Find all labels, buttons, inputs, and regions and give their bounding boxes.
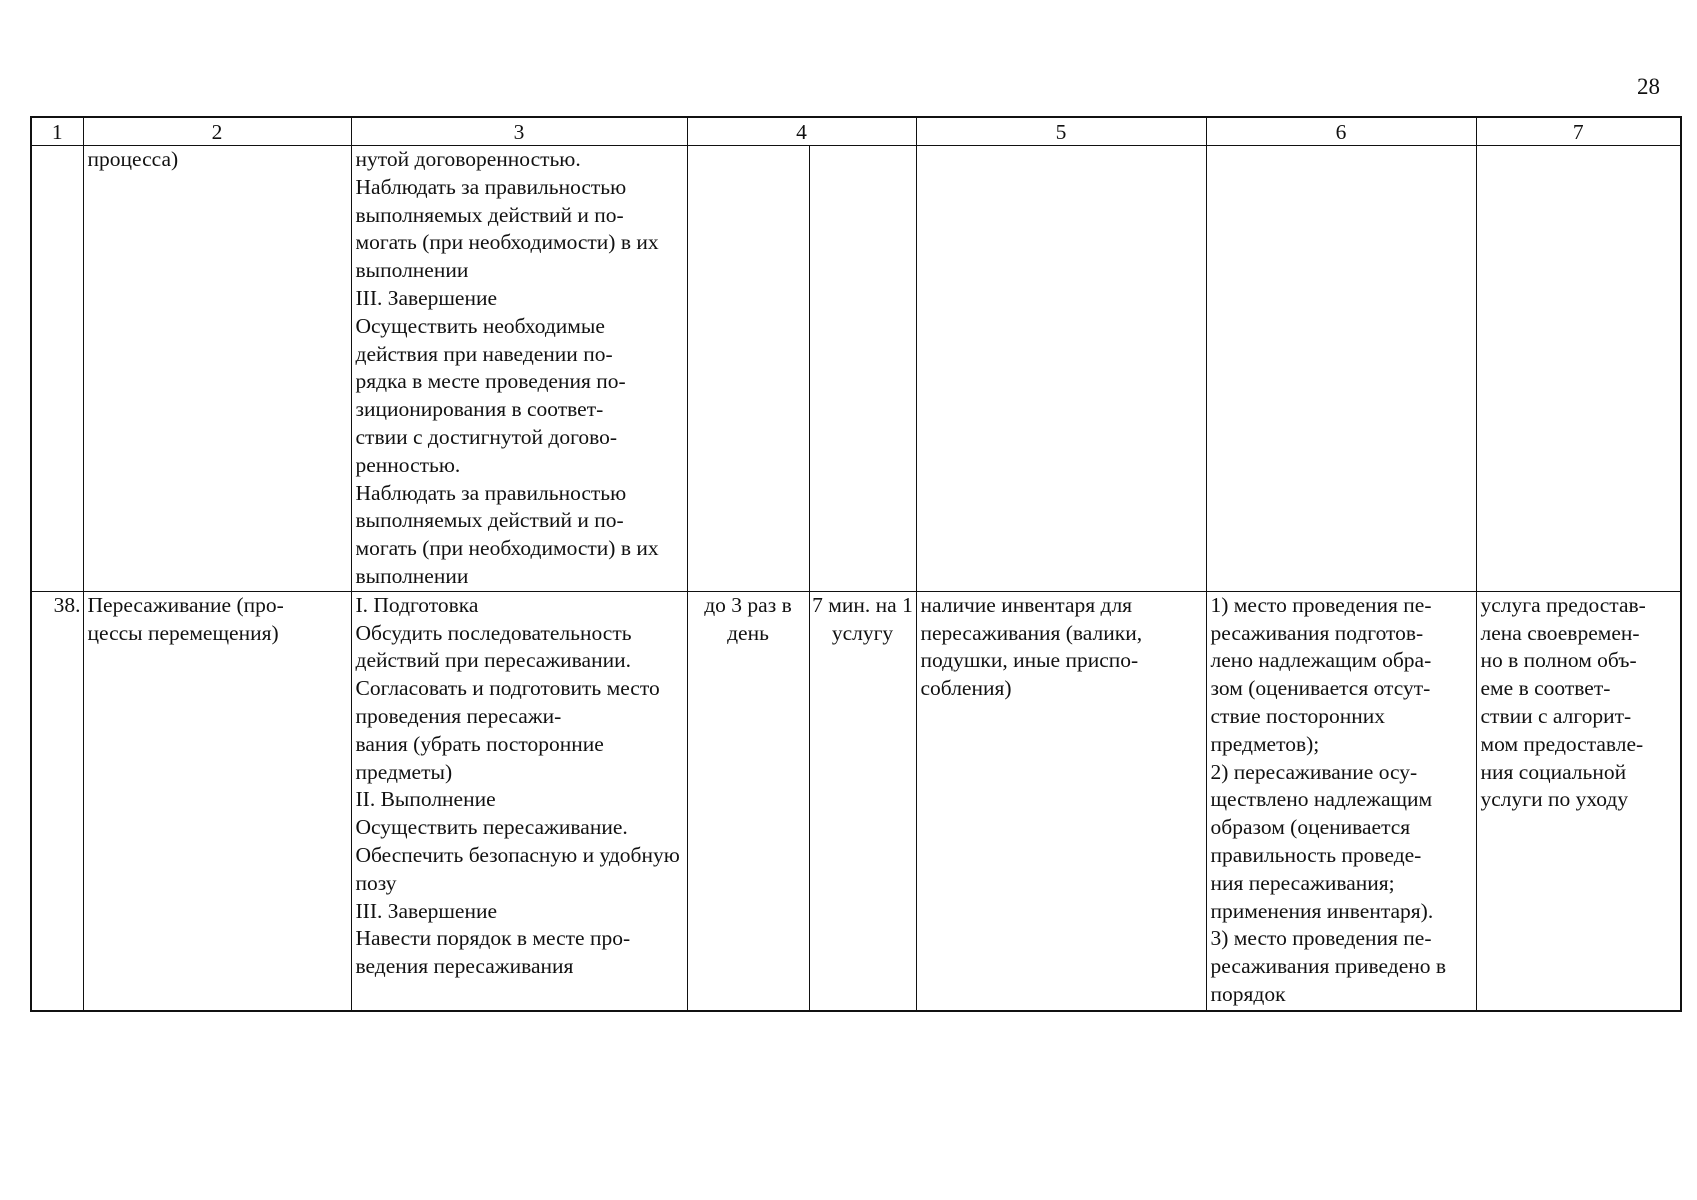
header-col-2: 2: [83, 117, 351, 146]
table-row: [31, 146, 1681, 592]
service-evaluation: [1476, 146, 1681, 592]
service-frequency: до 3 раз в день: [687, 591, 809, 1011]
header-row: [31, 117, 1681, 146]
service-duration: [809, 146, 916, 592]
service-name: процесса): [83, 146, 351, 592]
table-row: [31, 591, 1681, 1011]
service-name: Пересаживание (про- цессы перемещения): [83, 591, 351, 1011]
service-description: нутой договоренностью. Наблюдать за правильностью выполняемых действий и по- могать (при необходимости) в их выполнении III. Завершение Осуществить необходимые действия при наведении по- рядка в месте проведения по- зиционирования в соответ- ствии с достигнутой догово- ренностью. Наблюдать за правильностью выполняемых действий и по- могать (при необходимости) в их выполнении: [351, 146, 687, 592]
header-col-7: 7: [1476, 117, 1681, 146]
header-col-1: 1: [31, 117, 83, 146]
row-number: 38.: [31, 591, 83, 1011]
header-col-3: 3: [351, 117, 687, 146]
service-conditions: [916, 146, 1206, 592]
page-number: 28: [1637, 74, 1660, 99]
header-col-6: 6: [1206, 117, 1476, 146]
service-description: I. Подготовка Обсудить последовательность действий при пересаживании. Согласовать и подготовить место проведения пересажи- вания (убрать посторонние предметы) II. Выполнение Осуществить пересаживание. Обеспечить безопасную и удобную позу III. Завершение Навести порядок в месте про- ведения пересаживания: [351, 591, 687, 1011]
service-frequency: [687, 146, 809, 592]
service-indicators: 1) место проведения пе- ресаживания подготов- лено надлежащим обра- зом (оценивается отсут- ствие посторонних предметов); 2) пересаживание осу- ществлено надлежащим образом (оценивается правильность проведе- ния пересаживания; применения инвентаря). 3) место проведения пе- ресаживания приведено в порядок: [1206, 591, 1476, 1011]
service-duration: 7 мин. на 1 услугу: [809, 591, 916, 1011]
header-col-4: 4: [687, 117, 916, 146]
row-number: [31, 146, 83, 592]
service-conditions: наличие инвентаря для пересаживания (валики, подушки, иные приспо- собления): [916, 591, 1206, 1011]
service-evaluation: услуга предостав- лена своевремен- но в полном объ- еме в соответ- ствии с алгорит- мом предоставле- ния социальной услуги по уходу: [1476, 591, 1681, 1011]
services-table: [30, 116, 1682, 1012]
header-col-5: 5: [916, 117, 1206, 146]
service-indicators: [1206, 146, 1476, 592]
